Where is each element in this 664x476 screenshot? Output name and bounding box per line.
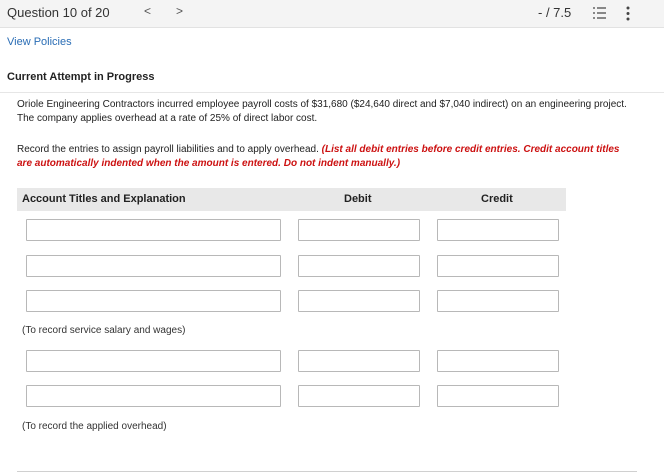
debit-input[interactable] — [298, 385, 420, 407]
credit-input[interactable] — [437, 290, 559, 312]
top-bar — [0, 0, 664, 28]
instructions — [17, 143, 637, 171]
credit-input[interactable] — [437, 350, 559, 372]
debit-input[interactable] — [298, 350, 420, 372]
journal-table-header — [17, 188, 566, 211]
score-display: - / 7.5 — [538, 5, 572, 20]
view-policies-link[interactable]: View Policies — [7, 36, 72, 48]
problem-statement: Oriole Engineering Contractors incurred employee payroll costs of $31,680 ($24,640 direct and $7,040 indirect) on an engineering project. The company applies overhead at a rate of 25% of direct labor cost. — [17, 99, 627, 124]
entry-explanation-overhead: (To record the applied overhead) — [22, 421, 167, 432]
account-title-input[interactable] — [26, 290, 281, 312]
previous-question-button[interactable]: < — [144, 4, 152, 18]
more-vertical-icon[interactable] — [626, 6, 630, 21]
question-counter: Question 10 of 20 — [7, 5, 110, 20]
list-icon[interactable] — [593, 7, 606, 19]
attempt-title: Current Attempt in Progress — [7, 71, 155, 83]
instructions-emphasis: (List all debit entries before credit entries. Credit account titles are automatically indented when the amount is entered. Do not indent manually.) — [17, 144, 620, 169]
account-title-input[interactable] — [26, 385, 281, 407]
debit-input[interactable] — [298, 255, 420, 277]
debit-input[interactable] — [298, 290, 420, 312]
credit-input[interactable] — [437, 255, 559, 277]
credit-input[interactable] — [437, 385, 559, 407]
account-title-input[interactable] — [26, 255, 281, 277]
account-title-input[interactable] — [26, 219, 281, 241]
next-question-button[interactable]: > — [176, 4, 184, 18]
entry-explanation-salary: (To record service salary and wages) — [22, 325, 186, 336]
instructions-text: Record the entries to assign payroll liabilities and to apply overhead. — [17, 144, 322, 155]
debit-column-header: Debit — [344, 193, 372, 205]
account-column-header: Account Titles and Explanation — [22, 193, 186, 205]
bottom-divider — [17, 471, 637, 476]
credit-input[interactable] — [437, 219, 559, 241]
account-title-input[interactable] — [26, 350, 281, 372]
debit-input[interactable] — [298, 219, 420, 241]
credit-column-header: Credit — [481, 193, 513, 205]
